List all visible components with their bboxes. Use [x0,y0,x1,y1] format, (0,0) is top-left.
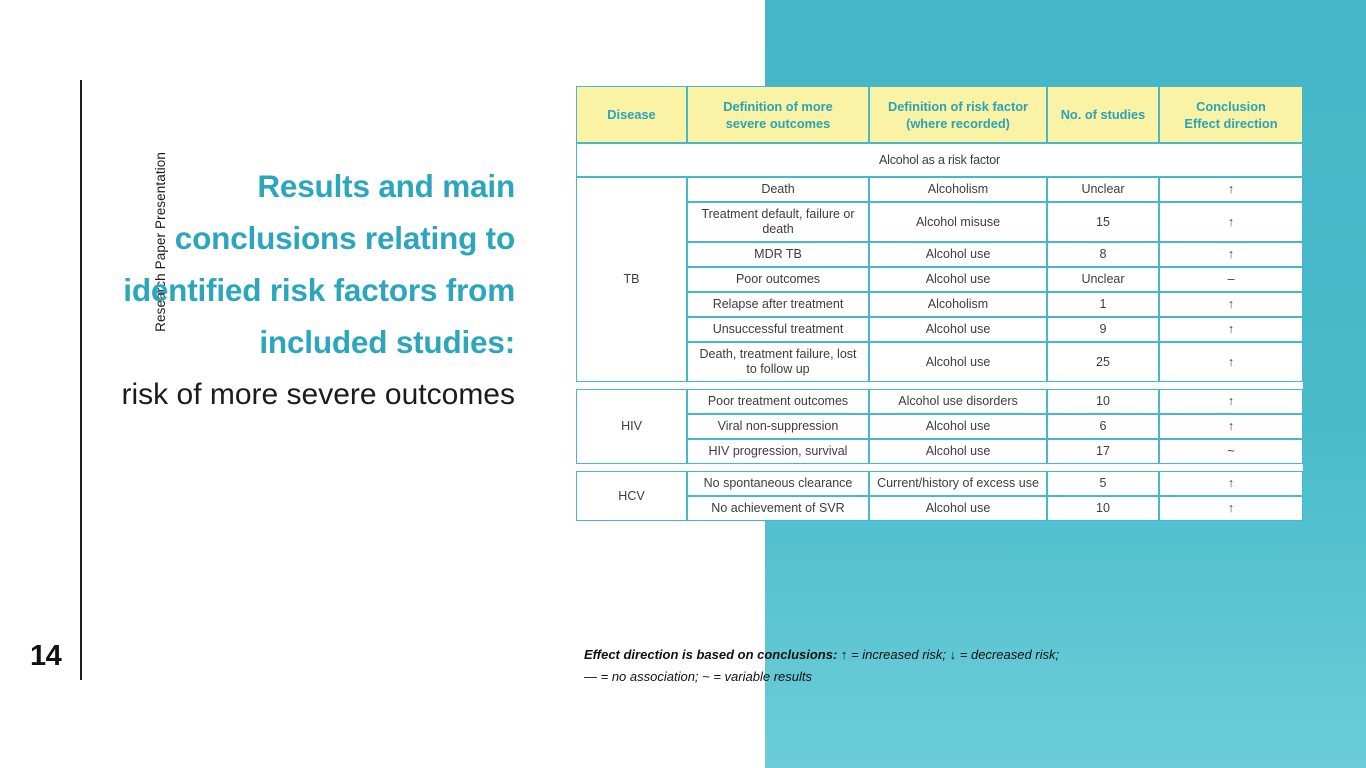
cell-number-of-studies: 15 [1047,202,1159,242]
cell-risk-factor: Alcoholism [869,292,1047,317]
cell-risk-factor: Alcohol use [869,414,1047,439]
table-row [576,471,1303,496]
cell-effect-direction: ↑ [1159,317,1303,342]
table-group-spacer-cell [576,382,1303,389]
cell-risk-factor: Alcohol misuse [869,202,1047,242]
risk-factor-table [576,86,1303,521]
cell-risk-factor: Current/history of excess use [869,471,1047,496]
cell-outcome: HIV progression, survival [687,439,869,464]
column-header-number-of-studies: No. of studies [1047,86,1159,143]
headline-block [120,160,515,415]
cell-number-of-studies: 5 [1047,471,1159,496]
cell-outcome: No achievement of SVR [687,496,869,521]
cell-risk-factor: Alcohol use [869,317,1047,342]
cell-risk-factor: Alcohol use [869,496,1047,521]
table-group-spacer [576,382,1303,389]
cell-number-of-studies: 8 [1047,242,1159,267]
cell-outcome: Treatment default, failure or death [687,202,869,242]
cell-number-of-studies: 10 [1047,496,1159,521]
footnote-lead: Effect direction is based on conclusions: [584,647,838,662]
cell-number-of-studies: 25 [1047,342,1159,382]
table-body [576,177,1303,521]
cell-outcome: Poor treatment outcomes [687,389,869,414]
column-header-outcome-line2: severe outcomes [725,115,831,131]
table-header-row [576,86,1303,143]
banner-alcohol-as-risk-factor: Alcohol as a risk factor [576,143,1303,177]
column-header-conclusion-effect-direction [1159,86,1303,143]
column-header-outcome-line1: Definition of more [723,98,833,114]
cell-number-of-studies: Unclear [1047,177,1159,202]
disease-label-hcv: HCV [576,471,687,521]
disease-label-hiv: HIV [576,389,687,464]
page-subtitle: risk of more severe outcomes [121,378,515,411]
disease-label-tb: TB [576,177,687,382]
cell-effect-direction: ↑ [1159,389,1303,414]
left-rail-divider [80,80,82,680]
table-footnote [584,644,1144,688]
cell-effect-direction: ↑ [1159,342,1303,382]
cell-number-of-studies: Unclear [1047,267,1159,292]
cell-effect-direction: ~ [1159,439,1303,464]
cell-risk-factor: Alcohol use [869,342,1047,382]
column-header-risk-factor-definition [869,86,1047,143]
table-banner-row [576,143,1303,177]
cell-number-of-studies: 10 [1047,389,1159,414]
footnote-line2: — = no association; ~ = variable results [584,669,812,684]
cell-outcome: Unsuccessful treatment [687,317,869,342]
cell-outcome: Relapse after treatment [687,292,869,317]
cell-effect-direction: ↑ [1159,471,1303,496]
cell-risk-factor: Alcohol use [869,439,1047,464]
table-group-spacer-cell [576,464,1303,471]
cell-risk-factor: Alcohol use [869,242,1047,267]
cell-outcome: No spontaneous clearance [687,471,869,496]
cell-effect-direction: ↑ [1159,177,1303,202]
table-row [576,389,1303,414]
table-row [576,177,1303,202]
cell-number-of-studies: 1 [1047,292,1159,317]
cell-number-of-studies: 6 [1047,414,1159,439]
cell-outcome: Poor outcomes [687,267,869,292]
cell-risk-factor: Alcohol use disorders [869,389,1047,414]
column-header-disease: Disease [576,86,687,143]
table-group-spacer [576,464,1303,471]
column-header-conclusion-line1: Conclusion [1196,98,1266,114]
cell-effect-direction: ↑ [1159,414,1303,439]
cell-outcome: Death [687,177,869,202]
column-header-risk-line2: (where recorded) [906,115,1010,131]
footnote-rest-line1: ↑ = increased risk; ↓ = decreased risk; [837,647,1060,662]
cell-effect-direction: ↑ [1159,202,1303,242]
cell-outcome: MDR TB [687,242,869,267]
page-number: 14 [30,640,62,672]
cell-effect-direction: – [1159,267,1303,292]
cell-risk-factor: Alcohol use [869,267,1047,292]
cell-effect-direction: ↑ [1159,496,1303,521]
cell-number-of-studies: 17 [1047,439,1159,464]
page-title: Results and main conclusions relating to identified risk factors from included studies: [123,168,515,360]
cell-effect-direction: ↑ [1159,292,1303,317]
cell-risk-factor: Alcoholism [869,177,1047,202]
column-header-conclusion-line2: Effect direction [1184,115,1278,131]
column-header-outcome-definition [687,86,869,143]
presentation-title-vertical: Research Paper Presentation [153,152,168,332]
column-header-risk-line1: Definition of risk factor [887,98,1029,114]
risk-factor-table-wrapper [576,86,1303,521]
cell-number-of-studies: 9 [1047,317,1159,342]
cell-outcome: Death, treatment failure, lost to follow up [687,342,869,382]
cell-outcome: Viral non-suppression [687,414,869,439]
cell-effect-direction: ↑ [1159,242,1303,267]
